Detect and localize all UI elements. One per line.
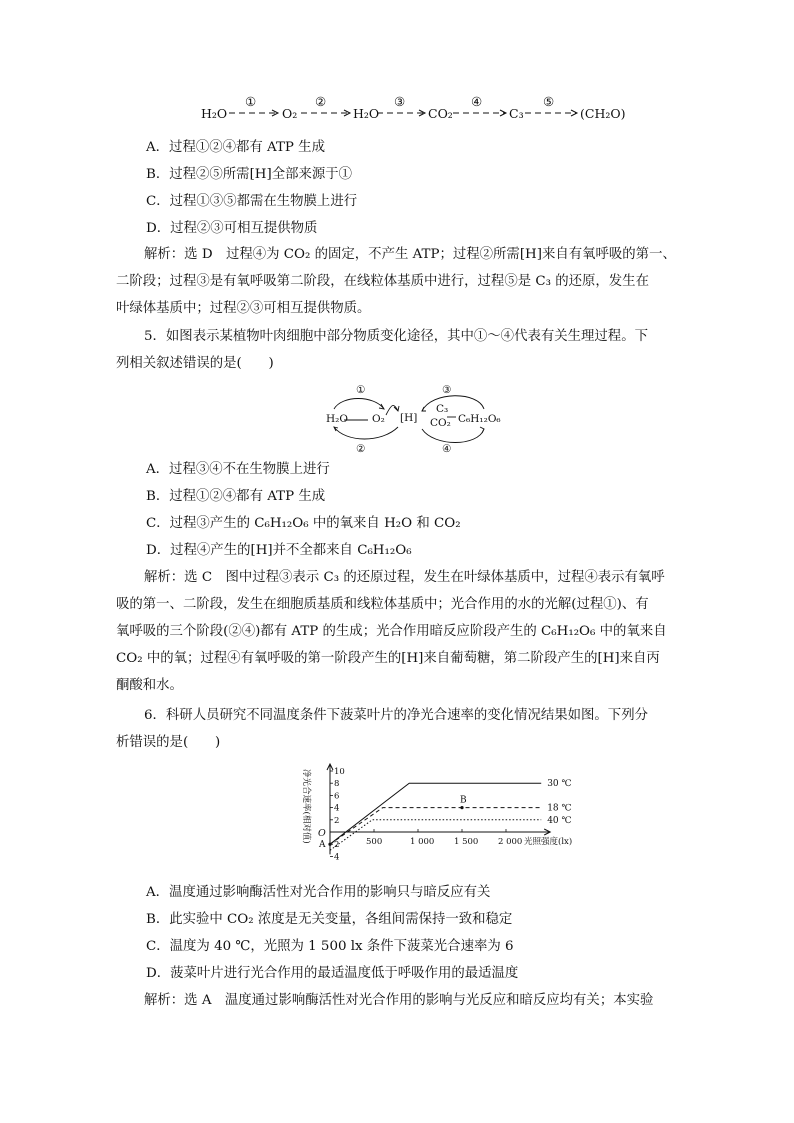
co2-label: CO₂ [430,417,451,429]
q4-option-b: B．过程②⑤所需[H]全部来源于① [146,167,353,182]
series-label: 30 ℃ [547,779,572,790]
q5-stem-line: 5．如图表示某植物叶肉细胞中部分物质变化途径，其中①～④代表有关生理过程。下 [144,329,648,344]
q5-option-c: C．过程③产生的 C₆H₁₂O₆ 中的氧来自 H₂O 和 CO₂ [146,516,461,531]
q6-option-a: A．温度通过影响酶活性对光合作用的影响只与暗反应有关 [146,885,491,900]
q4-analysis-line: 叶绿体基质中；过程②③可相互提供物质。 [116,301,371,316]
q6-analysis-line: 解析：选 A 温度通过影响酶活性对光合作用的影响与光反应和暗反应均有关；本实验 [144,993,654,1008]
q5-analysis-line: 氧呼吸的三个阶段(②④)都有 ATP 的生成；光合作用暗反应阶段产生的 C₆H₁₂O₆ 中的氧来自 [116,624,667,639]
series-label: 18 ℃ [547,803,572,814]
q4-analysis-line: 二阶段；过程③是有氧呼吸第二阶段，在线粒体基质中进行，过程⑤是 C₃ 的还原，发生在 [116,274,649,289]
y-tick-label: 4 [334,803,340,814]
chain-ch2o: (CH₂O) [580,106,626,121]
step-label: ⑤ [543,94,555,109]
reaction-chain [195,94,625,126]
y-axis-label: 净光合速率(相对值) [301,769,311,844]
glucose-label: C₆H₁₂O₆ [458,413,501,425]
chain-h2o: H₂O [201,106,228,121]
chain-co2: CO₂ [428,106,453,121]
step-label: ③ [394,94,406,109]
chain-o2: O₂ [282,106,298,121]
h2o-label: H₂O [326,413,348,425]
step-label: ④ [471,94,483,109]
x-tick-label: 1 500 [454,837,479,847]
x-tick-label: 500 [366,837,383,847]
origin-label: O [318,828,326,839]
proc-label: ③ [442,384,452,396]
y-tick-label: 10 [334,767,345,777]
q4-option-d: D．过程②③可相互提供物质 [146,221,318,236]
q5-analysis-line: 吸的第一、二阶段，发生在细胞质基质和线粒体基质中；光合作用的水的光解(过程①)、有 [116,597,649,612]
series-line [330,783,541,844]
q6-stem-line: 6．科研人员研究不同温度条件下菠菜叶片的净光合速率的变化情况结果如图。下列分 [144,708,648,723]
x-tick-label: 1 000 [410,837,435,847]
q5-stem-line: 列相关叙述错误的是( ) [116,356,274,371]
q6-option-d: D．菠菜叶片进行光合作用的最适温度低于呼吸作用的最适温度 [146,966,519,981]
q6-option-b: B．此实验中 CO₂ 浓度是无关变量，各组间需保持一致和稳定 [146,912,513,927]
x-tick-label: 2 000 [498,837,523,847]
h-label: [H] [400,412,418,424]
q4-option-a: A．过程①②④都有 ATP 生成 [146,140,325,155]
q6-stem-line: 析错误的是( ) [116,735,221,750]
y-tick-label: 6 [334,791,340,802]
step-label: ② [315,94,327,109]
point-marker [328,843,331,846]
q5-option-d: D．过程④产生的[H]并不全都来自 C₆H₁₂O₆ [146,543,412,558]
proc-label: ② [356,443,366,455]
q5-option-b: B．过程①②④都有 ATP 生成 [146,489,326,504]
y-tick-label: 2 [334,815,340,826]
step-label: ① [245,94,257,109]
point-marker [460,806,463,809]
q5-option-a: A．过程③④不在生物膜上进行 [146,462,330,477]
q5-cycle-diagram [322,381,502,455]
q6-line-chart [290,761,573,873]
q6-option-c: C．温度为 40 ℃，光照为 1 500 lx 条件下菠菜光合速率为 6 [146,939,514,954]
point-label: A [319,840,326,851]
chain-h2o: H₂O [353,106,380,121]
q4-option-c: C．过程①③⑤都需在生物膜上进行 [146,194,358,209]
y-tick-label: 2 [334,840,340,851]
point-label: B [460,795,467,806]
q4-analysis-line: 解析：选 D 过程④为 CO₂ 的固定，不产生 ATP；过程②所需[H]来自有氧呼吸的第一、 [144,247,676,262]
c3-label: C₃ [436,403,449,415]
y-tick-label: 8 [334,779,340,790]
proc-label: ④ [442,443,452,455]
q5-analysis-line: 酮酸和水。 [116,678,183,693]
q5-analysis-line: 解析：选 C 图中过程③表示 C₃ 的还原过程，发生在叶绿体基质中，过程④表示有氧呼 [144,570,665,585]
series-label: 40 ℃ [547,815,572,826]
x-axis-label: 光照强度(lx) [524,837,573,847]
y-tick-label: 4 [334,852,340,863]
o2-label: O₂ [372,413,385,425]
proc-label: ① [356,384,366,396]
q5-analysis-line: CO₂ 中的氧；过程④有氧呼吸的第一阶段产生的[H]来自葡萄糖，第二阶段产生的[H]来自丙 [116,651,660,666]
chain-c3: C₃ [509,106,524,121]
